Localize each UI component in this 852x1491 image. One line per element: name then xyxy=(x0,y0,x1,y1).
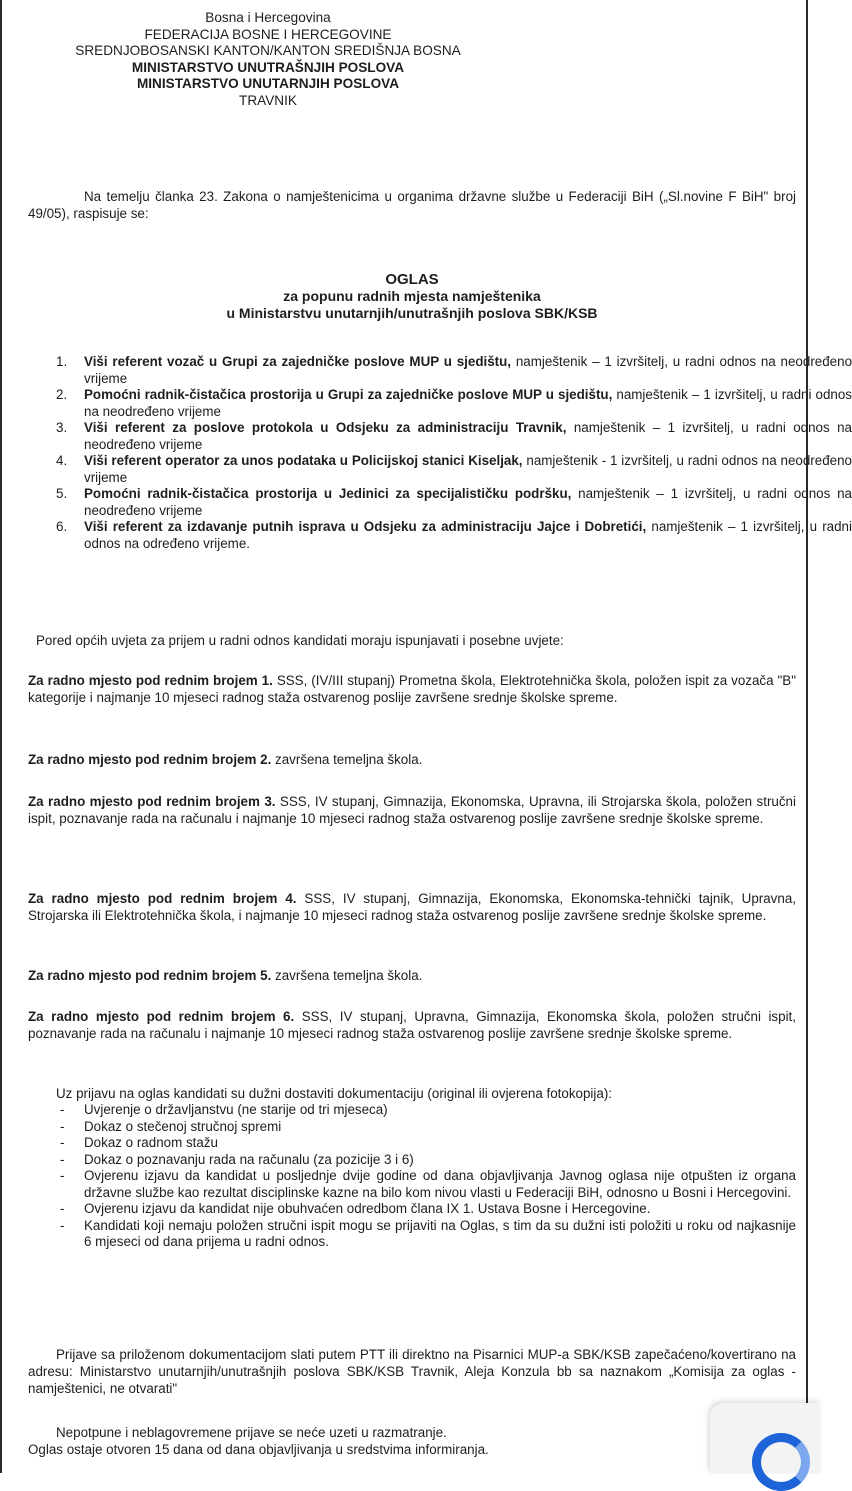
documents-intro: Uz prijavu na oglas kandidati su dužni dostaviti dokumentaciju (original ili ovjerena fotokopija): xyxy=(56,1086,613,1101)
position-title: Pomoćni radnik-čistačica prostorija u Grupi za zajedničke poslove MUP u sjedištu, xyxy=(84,387,613,402)
requirement-text: završena temeljna škola. xyxy=(271,968,423,983)
position-details: namještenik – 1 izvršitelj, u radni odnos na neodređeno vrijeme xyxy=(84,387,852,419)
letterhead-ministry-2: MINISTARSTVO UNUTARNJIH POSLOVA xyxy=(136,76,400,91)
position-item xyxy=(56,354,852,387)
letterhead xyxy=(28,10,508,109)
conditions-intro: Pored općih uvjeta za prijem u radni odnos kandidati moraju ispunjavati i posebne uvjete: xyxy=(36,633,564,648)
position-details: namještenik - 1 izvršitelj, u radni odnos na neodređeno vrijeme xyxy=(84,453,852,485)
position-details: namještenik – 1 izvršitelj, u radni odnos na neodređeno vrijeme xyxy=(84,354,852,386)
requirement-text: SSS, IV stupanj, Upravna, Gimnazija, Ekonomska škola, položen stručni ispit, poznavanje rada na računalu i najmanje 10 mjeseci radnog staža ostvarenog poslije završene srednje školske spreme. xyxy=(28,1009,796,1041)
position-details: namještenik – 1 izvršitelj, u radni odnos na neodređeno vrijeme xyxy=(84,420,852,452)
letterhead-federation: FEDERACIJA BOSNE I HERCEGOVINE xyxy=(144,26,392,42)
position-number: 4. xyxy=(56,453,68,468)
requirement-label: Za radno mjesto pod rednim brojem 6. xyxy=(28,1009,295,1024)
position-title: Viši referent vozač u Grupi za zajedničke poslove MUP u sjedištu, xyxy=(84,354,512,369)
requirement-4 xyxy=(28,890,796,924)
title-sub-1: za popunu radnih mjesta namještenika xyxy=(283,288,541,304)
document-item: - Kandidati koji nemaju položen stručni ispit mogu se prijaviti na Oglas, s tim da su dužni isti položiti u roku od najkasnije 6 mjeseci od dana prijema u radni odnos. xyxy=(60,1217,796,1249)
recaptcha-icon xyxy=(752,1433,810,1491)
title-sub-2: u Ministarstvu unutarnjih/unutrašnjih poslova SBK/KSB xyxy=(226,305,598,321)
documents-section xyxy=(56,1085,796,1251)
requirement-label: Za radno mjesto pod rednim brojem 3. xyxy=(28,794,276,809)
position-item xyxy=(56,453,852,486)
position-item xyxy=(56,420,852,453)
requirement-text: završena temeljna škola. xyxy=(271,752,423,767)
position-number: 1. xyxy=(56,354,68,369)
requirement-1 xyxy=(28,672,796,706)
position-title: Pomoćni radnik-čistačica prostorija u Jedinici za specijalističku podršku, xyxy=(84,486,572,501)
positions-list xyxy=(28,354,852,552)
letterhead-ministry-1: MINISTARSTVO UNUTRAŠNJIH POSLOVA xyxy=(131,59,405,75)
document-item: - Ovjerenu izjavu da kandidat nije obuhvaćen odredbom člana IX 1. Ustava Bosne i Hercegovine. xyxy=(60,1201,651,1216)
requirement-6 xyxy=(28,1008,796,1042)
recaptcha-badge[interactable] xyxy=(710,1403,820,1473)
document-item: - Uvjerenje o državljanstvu (ne starije od tri mjeseca) xyxy=(60,1102,388,1117)
position-details: namještenik – 1 izvršitelj, u radni odnos na neodređeno vrijeme xyxy=(84,486,852,518)
requirement-5 xyxy=(28,967,796,984)
document-item: - Dokaz o poznavanju rada na računalu (za pozicije 3 i 6) xyxy=(60,1151,414,1167)
requirement-label: Za radno mjesto pod rednim brojem 1. xyxy=(28,673,273,688)
position-title: Viši referent za izdavanje putnih isprava u Odsjeku za administraciju Jajce i Dobretići, xyxy=(84,519,647,534)
document-item: - Dokaz o radnom stažu xyxy=(60,1135,218,1150)
closing-line-1: Nepotpune i neblagovremene prijave se neće uzeti u razmatranje. xyxy=(56,1425,447,1440)
letterhead-country: Bosna i Hercegovina xyxy=(205,10,331,25)
position-number: 5. xyxy=(56,486,68,501)
requirement-3 xyxy=(28,793,796,827)
intro-paragraph: Na temelju članka 23. Zakona o namještenicima u organima državne službe u Federaciji BiH („Sl.novine F BiH" broj 49/05), raspisuje se: xyxy=(28,189,796,221)
requirement-text: SSS, IV stupanj, Gimnazija, Ekonomska, Ekonomska-tehnički tajnik, Upravna, Strojarska ili Elektrotehnička škola, i najmanje 10 mjeseci radnog staža ostvarenog poslije završene srednje školske spreme. xyxy=(28,891,796,923)
position-item xyxy=(56,387,852,420)
submission-paragraph: Prijave sa priloženom dokumentacijom slati putem PTT ili direktno na Pisarnici MUP-a SBK/KSB zapečaćeno/kovertirano na adresu: Ministarstvo unutarnjih/unutrašnjih poslova SBK/KSB Travnik, Aleja Konzula bb sa naznakom „Komisija za oglas - namještenici, ne otvarati" xyxy=(28,1347,796,1396)
requirement-text: SSS, IV stupanj, Gimnazija, Ekonomska, Upravna, ili Strojarska škola, položen stručni ispit, poznavanje rada na računalu i najmanje 10 mjeseci radnog staža ostvarenog poslije završene srednje školske spreme. xyxy=(28,794,796,826)
requirement-text: SSS, (IV/III stupanj) Prometna škola, Elektrotehnička škola, položen ispit za vozača "B" kategorije i najmanje 10 mjeseci radnog staža ostvarenog poslije završene srednje školske spreme. xyxy=(28,673,796,705)
requirement-label: Za radno mjesto pod rednim brojem 2. xyxy=(28,752,272,767)
documents-list xyxy=(56,1102,796,1251)
title-main: OGLAS xyxy=(385,271,439,288)
position-item xyxy=(56,486,852,519)
requirement-label: Za radno mjesto pod rednim brojem 4. xyxy=(28,891,297,906)
position-number: 2. xyxy=(56,387,68,402)
document-item: - Ovjerenu izjavu da kandidat u posljednje dvije godine od dana objavljivanja Javnog oglasa nije otpušten iz organa državne službe kao rezultat disciplinske kazne na bilo kom nivou vlasti u Federaciji BiH, odnosno u Bosni i Hercegovini. xyxy=(60,1168,796,1200)
document-item: - Dokaz o stečenoj stručnoj spremi xyxy=(60,1118,282,1134)
position-item xyxy=(56,519,852,552)
position-number: 6. xyxy=(56,519,68,534)
position-number: 3. xyxy=(56,420,68,435)
closing-line-2: Oglas ostaje otvoren 15 dana od dana objavljivanja u sredstvima informiranja. xyxy=(28,1442,489,1457)
position-title: Viši referent za poslove protokola u Odsjeku za administraciju Travnik, xyxy=(84,420,567,435)
letterhead-city: TRAVNIK xyxy=(239,92,297,108)
requirement-2 xyxy=(28,751,796,768)
requirement-label: Za radno mjesto pod rednim brojem 5. xyxy=(28,968,272,983)
position-title: Viši referent operator za unos podataka u Policijskoj stanici Kiseljak, xyxy=(84,453,523,468)
position-details: namještenik – 1 izvršitelj, u radni odnos na određeno vrijeme. xyxy=(84,519,852,551)
announcement-title xyxy=(28,271,796,322)
letterhead-canton: SREDNJOBOSANSKI KANTON/KANTON SREDIŠNJA BOSNA xyxy=(75,43,461,58)
